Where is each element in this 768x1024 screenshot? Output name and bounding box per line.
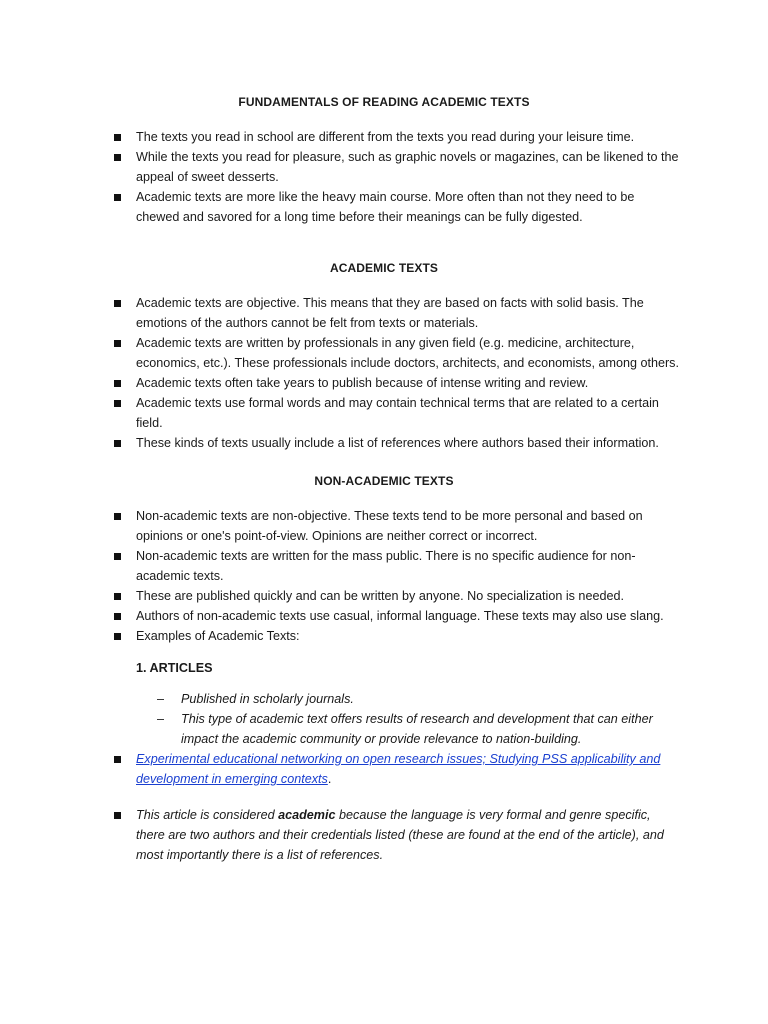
square-bullet-icon: [114, 400, 121, 407]
square-bullet-icon: [114, 380, 121, 387]
square-bullet-icon: [114, 553, 121, 560]
list-item: Academic texts are objective. This means that they are based on facts with solid basis. The emotions of the authors cannot be felt from texts or materials.: [112, 293, 680, 333]
article-note-list: [112, 805, 680, 865]
page-title: FUNDAMENTALS OF READING ACADEMIC TEXTS: [238, 95, 530, 109]
list-item: Non-academic texts are written for the mass public. There is no specific audience for non-academic texts.: [112, 546, 680, 586]
square-bullet-icon: [114, 613, 121, 620]
articles-dash-list: [136, 689, 680, 749]
academic-list: [112, 293, 680, 453]
article-link[interactable]: Experimental educational networking on open research issues; Studying PSS applicability and development in emerging contexts: [136, 752, 661, 786]
subsection-heading-articles: 1. ARTICLES: [136, 661, 213, 675]
list-item: Academic texts use formal words and may contain technical terms that are related to a certain field.: [112, 393, 680, 433]
link-suffix: .: [327, 772, 332, 786]
non-academic-list: [112, 506, 680, 646]
list-item: Non-academic texts are non-objective. These texts tend to be more personal and based on opinions or one's point-of-view. Opinions are neither correct or incorrect.: [112, 506, 680, 546]
note-emphasis: academic: [278, 808, 336, 822]
section-heading-academic: ACADEMIC TEXTS: [329, 261, 439, 275]
square-bullet-icon: [114, 154, 121, 161]
list-item: While the texts you read for pleasure, such as graphic novels or magazines, can be likened to the appeal of sweet desserts.: [112, 147, 680, 187]
list-item: [112, 749, 680, 789]
list-item: Examples of Academic Texts:: [112, 626, 680, 646]
intro-list: [112, 127, 680, 227]
list-item: These are published quickly and can be written by anyone. No specialization is needed.: [112, 586, 680, 606]
list-item: – Published in scholarly journals.: [136, 689, 680, 709]
square-bullet-icon: [114, 134, 121, 141]
note-prefix: This article is considered: [136, 808, 279, 822]
note-suffix: because the language is very formal and genre specific, there are two authors and their credentials listed (these are found at the end of the article), and most importantly there is a list of references.: [136, 808, 664, 862]
spacer: [112, 789, 680, 805]
list-item: These kinds of texts usually include a list of references where authors based their information.: [112, 433, 680, 453]
list-item: – This type of academic text offers results of research and development that can either impact the academic community or provide relevance to nation-building.: [136, 709, 680, 749]
list-item: Academic texts often take years to publish because of intense writing and review.: [112, 373, 680, 393]
square-bullet-icon: [114, 194, 121, 201]
list-item: The texts you read in school are different from the texts you read during your leisure time.: [112, 127, 680, 147]
list-item: Academic texts are written by professionals in any given field (e.g. medicine, architecture, economics, etc.). These professionals include doctors, architects, and economists, among others.: [112, 333, 680, 373]
list-item: Academic texts are more like the heavy main course. More often than not they need to be chewed and savored for a long time before their meanings can be fully digested.: [112, 187, 680, 227]
square-bullet-icon: [114, 633, 121, 640]
dash-bullet-icon: –: [157, 712, 165, 726]
square-bullet-icon: [114, 593, 121, 600]
list-item: Authors of non-academic texts use casual, informal language. These texts may also use slang.: [112, 606, 680, 626]
square-bullet-icon: [114, 513, 121, 520]
square-bullet-icon: [114, 812, 121, 819]
square-bullet-icon: [114, 756, 121, 763]
square-bullet-icon: [114, 440, 121, 447]
list-item: [112, 805, 680, 865]
dash-bullet-icon: –: [157, 692, 165, 706]
square-bullet-icon: [114, 340, 121, 347]
article-link-list: [112, 749, 680, 789]
square-bullet-icon: [114, 300, 121, 307]
section-heading-non-academic: NON-ACADEMIC TEXTS: [314, 474, 454, 488]
